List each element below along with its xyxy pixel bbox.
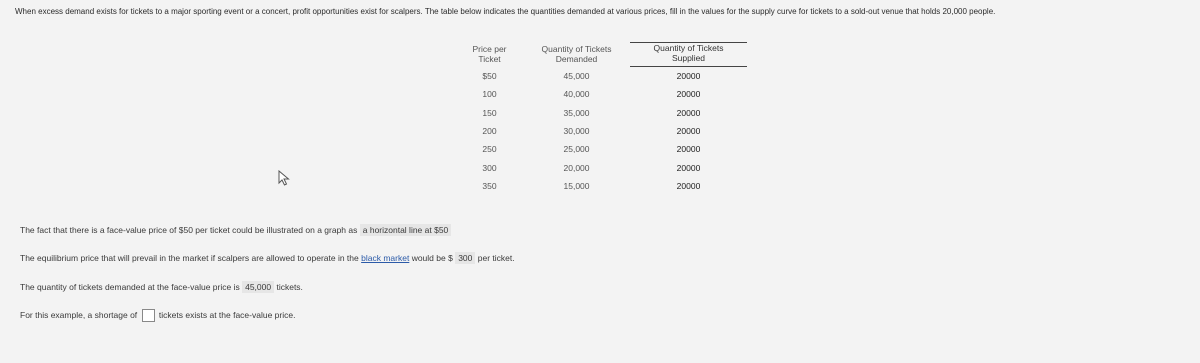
question-2: The equilibrium price that will prevail in the market if scalpers are allowed to operate in the black market would be $ 300 per ticket. <box>20 253 515 263</box>
question-4: For this example, a shortage of tickets exists at the face-value price. <box>20 309 295 322</box>
q2-answer-input[interactable]: 300 <box>455 252 475 264</box>
q4-answer-input[interactable] <box>142 309 155 322</box>
table-row <box>456 140 747 158</box>
header-price: Price per Ticket <box>472 43 507 64</box>
demanded-cell: 40,000 <box>563 89 590 100</box>
q1-answer-dropdown[interactable]: a horizontal line at $50 <box>360 224 452 236</box>
q3-answer-input[interactable]: 45,000 <box>242 281 274 293</box>
price-cell: $50 <box>482 70 497 81</box>
header-demanded: Quantity of Tickets Demanded <box>541 43 612 64</box>
table-row <box>456 67 747 86</box>
price-cell: 250 <box>482 144 497 155</box>
price-cell: 150 <box>482 107 497 118</box>
demanded-cell: 20,000 <box>563 162 590 173</box>
supplied-input[interactable]: 20000 <box>676 126 701 137</box>
supplied-input[interactable]: 20000 <box>676 71 701 82</box>
question-3: The quantity of tickets demanded at the face-value price is 45,000 tickets. <box>20 282 303 292</box>
table-row <box>456 177 747 195</box>
price-cell: 100 <box>482 89 497 100</box>
supplied-input[interactable]: 20000 <box>676 180 701 191</box>
supplied-input[interactable]: 20000 <box>676 89 701 100</box>
supplied-input[interactable]: 20000 <box>676 162 701 173</box>
table-row <box>456 104 747 122</box>
demanded-cell: 15,000 <box>563 180 590 191</box>
quantity-table <box>456 42 747 195</box>
table-row <box>456 122 747 140</box>
demanded-cell: 35,000 <box>563 107 590 118</box>
price-cell: 300 <box>482 162 497 173</box>
question-intro: When excess demand exists for tickets to a major sporting event or a concert, profit opportunities exist for scalpers. The table below indicates the quantities demanded at various prices, fill in the values for the supply curve for tickets to a sold-out venue that holds 20,000 people. <box>15 7 996 16</box>
price-cell: 200 <box>482 126 497 137</box>
table-row <box>456 158 747 176</box>
question-1: The fact that there is a face-value price of $50 per ticket could be illustrated on a graph as a horizontal line at $50 <box>20 225 451 235</box>
black-market-link[interactable]: black market <box>361 253 410 263</box>
demanded-cell: 25,000 <box>563 144 590 155</box>
price-cell: 350 <box>482 180 497 191</box>
supplied-input[interactable]: 20000 <box>676 144 701 155</box>
table-row <box>456 85 747 103</box>
supplied-input[interactable]: 20000 <box>676 107 701 118</box>
mouse-pointer-icon <box>278 170 292 186</box>
demanded-cell: 30,000 <box>563 126 590 137</box>
header-supplied: Quantity of Tickets Supplied <box>630 43 747 67</box>
demanded-cell: 45,000 <box>563 70 590 81</box>
